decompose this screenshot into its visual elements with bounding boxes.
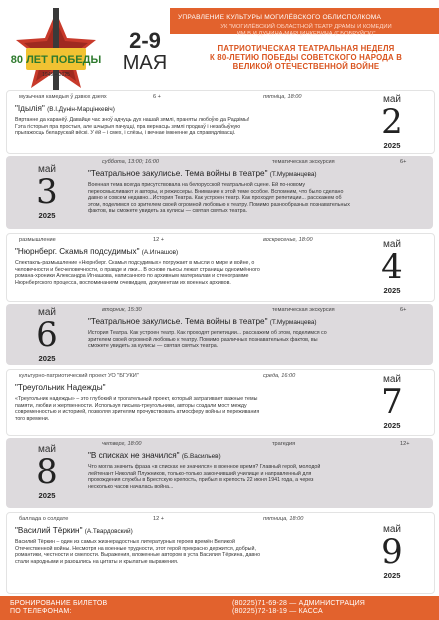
event-day: 2 xyxy=(381,102,403,142)
event-genre: музычная камедыя ў дзвюх дзеях xyxy=(19,94,107,100)
event-title xyxy=(15,383,355,392)
event-description-line: Военная тема всегда присутствовала на белорусской театральной сцене. Ей по-новому xyxy=(88,182,306,188)
event-month: май xyxy=(37,444,57,455)
event-age: 12 + xyxy=(153,237,165,243)
event-description-line: несколько часов началась война... xyxy=(88,483,174,490)
event-genre: культурно-патриотический проект УО "БГУКИ" xyxy=(19,373,139,379)
event-date xyxy=(12,307,82,363)
event-title-text: "Театральное закулисье. Тема войны в театре" xyxy=(88,317,268,326)
event-card xyxy=(6,438,433,508)
event-datetime: воскресенье, 18:00 xyxy=(263,237,313,243)
theatre-line-2: ИМ.В.И.ДУНИНА-МАРЦИНКЕВИЧА (Г.БОБРУЙСК)" xyxy=(236,31,376,37)
event-description-line: романтики, честности и смелости. Выражения, вложенные автором в уста Василия Тёркина, давно xyxy=(15,552,261,559)
event-month: май xyxy=(382,94,402,105)
event-day: 7 xyxy=(381,381,403,422)
event-author: (Т.Мурманцева) xyxy=(269,171,317,178)
event-year: 2025 xyxy=(383,571,401,580)
event-title-text: "Ідылія" xyxy=(15,104,45,113)
event-date xyxy=(357,94,427,150)
event-description-line: Что могла значить фраза «в списках не значился» в военное время? Главный герой, молодой xyxy=(88,464,321,470)
event-title-text: "Нюрнберг. Скамья подсудимых" xyxy=(15,247,140,256)
event-genre: размышление xyxy=(19,237,56,243)
event-datetime: среда, 16:00 xyxy=(263,373,296,379)
event-description-line: зрителем своей огромной любовью к театру. Помимо различных познавательных фактов, вы xyxy=(88,336,318,343)
festival-dates: 2-9 xyxy=(129,28,161,53)
event-month: май xyxy=(382,373,402,385)
event-description-line: романа-хроники Александра Игнашова, написанного по архивным материалам и стенограмме xyxy=(15,273,249,280)
event-card xyxy=(6,304,433,365)
phone-box-office: (80225)72-18-19 — КАССА xyxy=(232,608,323,615)
event-date xyxy=(357,374,427,430)
event-author: (Б.Васильев) xyxy=(181,453,221,460)
festival-title-line-3: ВЕЛИКОЙ ОТЕЧЕСТВЕННОЙ ВОЙНЕ xyxy=(232,62,380,71)
event-description-line: переосмысливают и авторы, и режиссеры. Внимание к этой теме особое. Вспомним, что было сделано xyxy=(88,188,344,195)
event-date xyxy=(12,444,82,500)
event-description-line: стали народными и разошлись на цитаты и крылатые выражения. xyxy=(15,558,179,565)
event-year: 2025 xyxy=(383,141,401,150)
event-description xyxy=(88,182,428,215)
event-description-line: Отечественной войны. Несмотря на военные трудности, этот герой прекрасно держится, добрый, xyxy=(15,545,256,552)
event-title-text: "Театральное закулисье. Тема войны в театре" xyxy=(88,169,268,178)
event-description-line: этом, поделимся со зрителем своей огромной любовью к театру. Помимо разнообразных познавательных xyxy=(88,201,350,208)
event-title-text: "В списках не значился" xyxy=(88,451,180,460)
event-title xyxy=(15,104,355,113)
event-year: 2025 xyxy=(38,491,56,500)
event-title xyxy=(15,247,355,256)
event-author: (В.І.Дунін-Марцінкевіч) xyxy=(47,106,115,113)
event-description-line: лейтенант Николай Плужников, только-только закончивший училище и направленный для xyxy=(88,470,312,477)
event-title xyxy=(88,169,428,178)
event-title xyxy=(88,317,428,326)
event-description-line: Спектакль-размышление «Нюрнберг. Скамья подсудимых» погружает в мысли о мире и войне, о xyxy=(15,260,255,266)
event-genre: тематическая экскурсия xyxy=(272,307,335,313)
event-card xyxy=(6,512,435,594)
event-author: (А.Твардовский) xyxy=(84,528,133,535)
logo-years: 1945 – 2025 xyxy=(42,72,70,78)
event-datetime: вторник, 15:30 xyxy=(102,307,142,313)
event-card xyxy=(6,90,435,154)
event-description-line: человечности и бесчеловечности, о правде и лжи... В основе пьесы лежат страницы одноимённого xyxy=(15,266,260,273)
theatre-line-1: УК "МОГИЛЁВСКИЙ ОБЛАСТНОЙ ТЕАТР ДРАМЫ И КОМЕДИИ xyxy=(220,24,392,30)
event-description-line: того времени. xyxy=(15,415,50,422)
event-description-line: сможете увидеть за кулисы — святая святых театра. xyxy=(88,343,219,350)
event-title xyxy=(88,451,428,460)
event-description-line: прохождения службы в Брестскую крепость, прибыл в крепость 22 июня 1941 года, а через xyxy=(88,477,314,484)
event-year: 2025 xyxy=(38,354,56,363)
event-day: 3 xyxy=(36,171,58,212)
event-age: 12+ xyxy=(400,441,410,447)
event-card xyxy=(6,369,435,436)
event-datetime: пятніца, 18:00 xyxy=(263,94,302,100)
theatre-name xyxy=(175,24,437,38)
event-description xyxy=(15,117,355,137)
event-description-line: прыгажосць беларускай вёскі. У ёй – і смех, і слёзы, і вечнае імкненне да справядлівасці. xyxy=(15,130,236,137)
event-datetime: пятница, 18:00 xyxy=(263,516,304,522)
event-month: май xyxy=(382,238,402,250)
event-author: (Т.Мурманцева) xyxy=(269,319,317,326)
festival-title xyxy=(180,44,432,71)
event-genre: баллада о солдате xyxy=(19,516,69,522)
event-date xyxy=(357,239,427,295)
booking-line-2: ПО ТЕЛЕФОНАМ: xyxy=(10,608,72,615)
event-day: 6 xyxy=(36,315,58,355)
event-age: 6 + xyxy=(153,94,161,100)
event-description-line: современностью и историей, позволяя зрителям прочувствовать атмосферу войны и переживания xyxy=(15,409,260,416)
event-author: (А.Игнашов) xyxy=(141,249,179,256)
event-day: 9 xyxy=(381,532,403,572)
event-month: май xyxy=(382,524,402,535)
event-year: 2025 xyxy=(383,285,401,295)
event-month: май xyxy=(37,163,57,175)
organization-title: УПРАВЛЕНИЕ КУЛЬТУРЫ МОГИЛЁВСКОГО ОБЛИСПОЛКОМА xyxy=(178,14,382,21)
event-description-line: Василий Тёркин – один из самых жизнерадостных литературных героев времён Великой xyxy=(15,539,235,545)
festival-month: МАЯ xyxy=(122,52,168,74)
event-month: май xyxy=(37,307,57,318)
event-description-line: давно и совсем недавно...История Театра. Как устроен театр. Как проходят репетиции... расскажем об xyxy=(88,195,342,202)
event-description xyxy=(15,539,355,565)
logo-text: 80 ЛЕТ ПОБЕДЫ xyxy=(10,54,102,66)
event-description xyxy=(15,260,355,286)
event-description-line: памяти, любви и жертвенности. Используя письма-треугольники, авторы создали мост между xyxy=(15,402,247,409)
event-age: 6+ xyxy=(400,307,407,313)
event-description-line: История Театра. Как устроен театр. Как проходят репетиции... расскажем об этом, поделимся со xyxy=(88,330,327,336)
event-age: 12 + xyxy=(153,516,165,522)
event-genre: трагедия xyxy=(272,441,296,447)
event-title xyxy=(15,526,355,535)
victory-80-logo xyxy=(10,8,102,98)
event-description xyxy=(88,330,428,350)
event-datetime: четверг, 18:00 xyxy=(102,441,142,447)
event-description-line: Вяртанне да каранёў. Давайце час знοў адчуць дух нашай зямлі, праняты любоўю да Радзімы! xyxy=(15,117,250,123)
event-day: 4 xyxy=(381,246,403,287)
event-description-line: фактов, вы сможете увидеть за кулисы — святая святых театра. xyxy=(88,208,248,215)
event-genre: тематическая экскурсия xyxy=(272,159,335,165)
event-info-line xyxy=(13,514,428,523)
event-year: 2025 xyxy=(38,210,56,220)
event-age: 6+ xyxy=(400,159,407,165)
event-description-line: Гэта гісторыя пра простыя, але шчырыя пачуцці, пра вернасць зямлі продкаў і незабыўную xyxy=(15,123,241,130)
event-year: 2025 xyxy=(383,420,401,430)
festival-title-line-2: К 80-ЛЕТИЮ ПОБЕДЫ СОВЕТСКОГО НАРОДА В xyxy=(209,53,403,62)
event-card xyxy=(6,233,435,302)
event-card xyxy=(6,156,433,229)
footer xyxy=(0,596,439,620)
festival-title-line-1: ПАТРИОТИЧЕСКАЯ ТЕАТРАЛЬНАЯ НЕДЕЛЯ xyxy=(217,44,395,53)
event-description-line: Нюрнбергского процесса, воспоминаниям очевидцев, документам их военных архивов. xyxy=(15,279,231,286)
event-description-line: «Треугольник надежды» – это глубокий и трогательный проект, который затрагивает важные темы xyxy=(15,396,258,402)
event-date xyxy=(357,524,427,580)
event-description xyxy=(15,396,355,422)
phone-administration: (80225)71-69-28 — АДМИНИСТРАЦИЯ xyxy=(232,600,366,607)
event-date xyxy=(12,164,82,220)
event-title-text: "Треугольник Надежды" xyxy=(15,383,106,392)
event-title-text: "Василий Тёркин" xyxy=(15,526,83,535)
booking-line-1: БРОНИРОВАНИЕ БИЛЕТОВ xyxy=(10,600,108,607)
event-description xyxy=(88,464,428,490)
event-day: 8 xyxy=(36,452,58,492)
event-datetime: суббота, 13:00; 16:00 xyxy=(102,159,159,165)
